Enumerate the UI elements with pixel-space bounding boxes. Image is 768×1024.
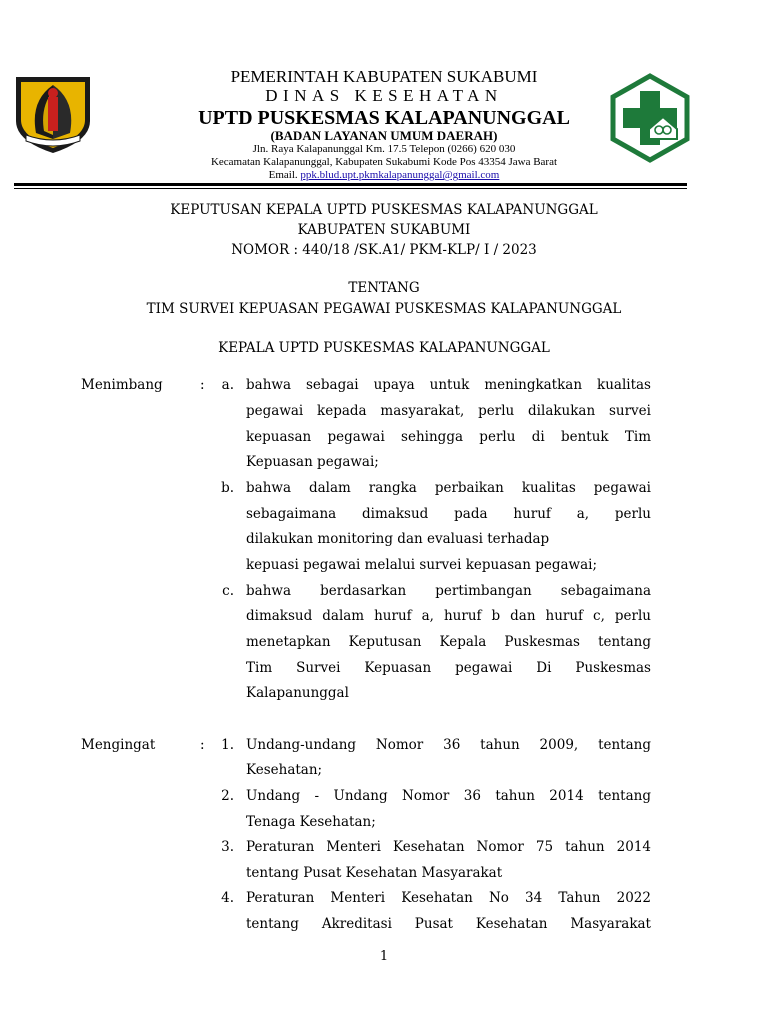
- mengingat-colon: :: [200, 737, 205, 753]
- letterhead-status: (BADAN LAYANAN UMUM DAERAH): [270, 128, 498, 143]
- letterhead-email-line: [120, 169, 648, 181]
- mengingat-label: Mengingat: [81, 737, 156, 753]
- menimbang-b-line: sebagaimana dimaksud pada huruf a, perlu: [246, 506, 651, 522]
- menimbang-c-line: dimaksud dalam huruf a, huruf b dan huruf c, perlu: [246, 608, 651, 624]
- letterhead-agency: DINAS KESEHATAN: [265, 86, 503, 105]
- mengingat-marker-1: 1.: [221, 737, 234, 753]
- menimbang-b-line: kepuasi pegawai melalui survei kepuasan pegawai;: [246, 557, 598, 573]
- menimbang-a-line: Kepuasan pegawai;: [246, 454, 379, 470]
- mengingat-marker-4: 4.: [221, 890, 234, 906]
- letterhead-divider-thick: [14, 183, 687, 186]
- menimbang-marker-c: c.: [222, 583, 234, 599]
- menimbang-a-line: bahwa sebagai upaya untuk meningkatkan kualitas: [246, 377, 651, 393]
- kabupaten-sukabumi-emblem-icon: [14, 75, 92, 155]
- menimbang-c-line: menetapkan Keputusan Kepala Puskesmas tentang: [246, 634, 651, 650]
- decree-number: NOMOR : 440/18 /SK.A1/ PKM-KLP/ I / 2023: [231, 242, 537, 258]
- mengingat-3-line: tentang Pusat Kesehatan Masyarakat: [246, 865, 503, 881]
- decree-subject: TIM SURVEI KEPUASAN PEGAWAI PUSKESMAS KALAPANUNGGAL: [146, 301, 622, 317]
- menimbang-marker-a: a.: [221, 377, 234, 393]
- menimbang-colon: :: [200, 377, 205, 393]
- decree-signer-title: KEPALA UPTD PUSKESMAS KALAPANUNGGAL: [218, 340, 550, 356]
- menimbang-a-line: pegawai kepada masyarakat, perlu dilakukan survei: [246, 403, 651, 419]
- page-number: 1: [379, 949, 389, 964]
- letterhead-institution: UPTD PUSKESMAS KALAPANUNGGAL: [198, 107, 570, 129]
- menimbang-c-line: bahwa berdasarkan pertimbangan sebagaimana: [246, 583, 651, 599]
- menimbang-c-line: Tim Survei Kepuasan pegawai Di Puskesmas: [246, 660, 651, 676]
- letterhead-divider-thin: [14, 188, 687, 189]
- menimbang-marker-b: b.: [221, 480, 234, 496]
- decree-about: TENTANG: [348, 280, 420, 296]
- mengingat-4-line: Peraturan Menteri Kesehatan No 34 Tahun 2022: [246, 890, 651, 906]
- decree-title-line1: KEPUTUSAN KEPALA UPTD PUSKESMAS KALAPANUNGGAL: [170, 202, 598, 218]
- mengingat-4-line: tentang Akreditasi Pusat Kesehatan Masyarakat: [246, 916, 651, 932]
- decree-title-line2: KABUPATEN SUKABUMI: [297, 222, 471, 238]
- menimbang-a-line: kepuasan pegawai sehingga perlu di bentuk Tim: [246, 429, 651, 445]
- menimbang-b-line: bahwa dalam rangka perbaikan kualitas pegawai: [246, 480, 651, 496]
- mengingat-1-line: Undang-undang Nomor 36 tahun 2009, tentang: [246, 737, 651, 753]
- mengingat-2-line: Undang - Undang Nomor 36 tahun 2014 tentang: [246, 788, 651, 804]
- letterhead-address-street: Jln. Raya Kalapanunggal Km. 17.5 Telepon (0266) 620 030: [252, 143, 516, 155]
- letterhead-government: PEMERINTAH KABUPATEN SUKABUMI: [230, 67, 538, 86]
- email-link[interactable]: ppk.blud.upt.pkmkalapanunggal@gmail.com: [300, 169, 500, 181]
- email-label: Email.: [268, 169, 298, 181]
- mengingat-marker-3: 3.: [221, 839, 234, 855]
- menimbang-c-line: Kalapanunggal: [246, 685, 349, 701]
- mengingat-2-line: Tenaga Kesehatan;: [246, 814, 376, 830]
- mengingat-3-line: Peraturan Menteri Kesehatan Nomor 75 tahun 2014: [246, 839, 651, 855]
- mengingat-1-line: Kesehatan;: [246, 762, 323, 778]
- letterhead-address-region: Kecamatan Kalapanunggal, Kabupaten Sukabumi Kode Pos 43354 Jawa Barat: [210, 156, 558, 168]
- mengingat-marker-2: 2.: [221, 788, 234, 804]
- menimbang-b-line: dilakukan monitoring dan evaluasi terhadap: [246, 531, 550, 547]
- menimbang-label: Menimbang: [81, 377, 163, 393]
